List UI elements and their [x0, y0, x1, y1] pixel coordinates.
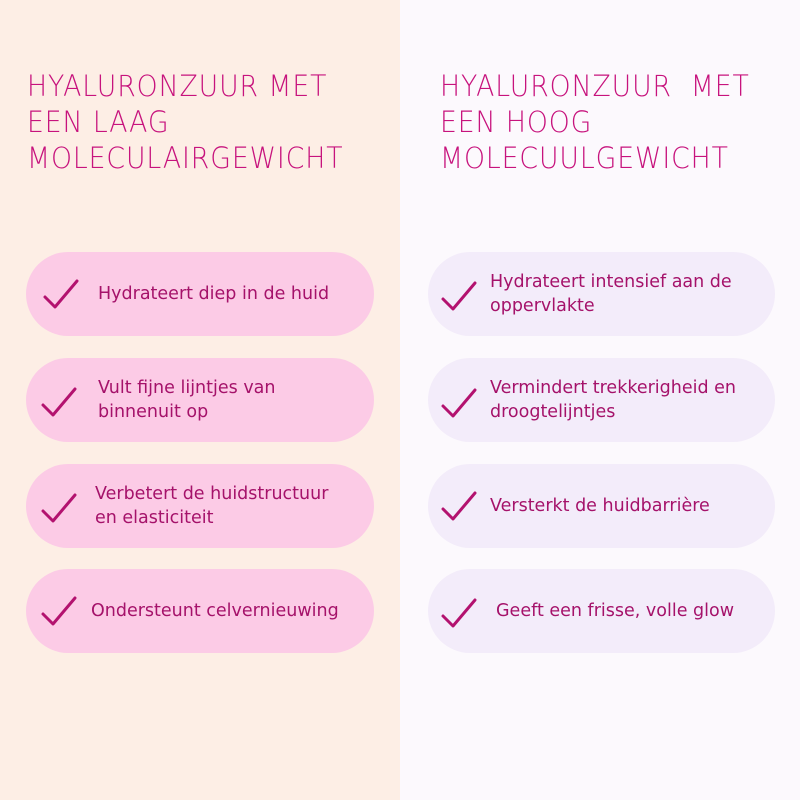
benefit-line: Vult fijne lijntjes van: [98, 378, 276, 398]
benefit-text: [95, 482, 328, 530]
heading-line: HYALURONZUUR MET: [440, 69, 750, 103]
check-icon: [440, 489, 478, 523]
benefit-pill: [428, 464, 775, 548]
check-icon: [40, 594, 78, 628]
benefit-line: Geeft een frisse, volle glow: [496, 601, 735, 621]
benefit-text: [490, 494, 710, 518]
benefit-text: [490, 376, 736, 424]
benefit-line: Versterkt de huidbarrière: [490, 496, 710, 516]
benefit-pill: [428, 358, 775, 442]
high-molecular-weight-column: [400, 0, 800, 800]
low-molecular-weight-heading: [27, 68, 343, 176]
check-icon: [40, 491, 78, 525]
benefit-line: Ondersteunt celvernieuwing: [91, 601, 339, 621]
benefit-text: [490, 270, 732, 318]
benefit-line: Vermindert trekkerigheid en: [490, 378, 737, 398]
high-molecular-weight-heading: [440, 68, 750, 176]
benefit-line: Hydrateert intensief aan de: [490, 272, 732, 292]
benefit-text: [496, 599, 734, 623]
heading-line: EEN HOOG: [440, 105, 593, 139]
benefit-pill: [26, 569, 374, 653]
benefit-text: [91, 599, 339, 623]
check-icon: [42, 277, 80, 311]
heading-line: EEN LAAG: [27, 105, 170, 139]
benefit-line: Hydrateert diep in de huid: [98, 284, 330, 304]
benefit-pill: [26, 252, 374, 336]
heading-line: MOLECULAIRGEWICHT: [27, 141, 344, 175]
benefit-text: [98, 376, 276, 424]
benefit-line: droogtelijntjes: [490, 402, 616, 422]
benefit-line: Verbetert de huidstructuur: [95, 484, 329, 504]
check-icon: [440, 596, 478, 630]
benefit-pill: [428, 569, 775, 653]
check-icon: [440, 386, 478, 420]
benefit-pill: [26, 358, 374, 442]
heading-line: HYALURONZUUR MET: [27, 69, 328, 103]
benefit-pill: [428, 252, 775, 336]
check-icon: [440, 279, 478, 313]
benefit-line: en elasticiteit: [95, 508, 214, 528]
benefit-pill: [26, 464, 374, 548]
benefit-text: [98, 282, 329, 306]
benefit-line: oppervlakte: [490, 296, 595, 316]
benefit-line: binnenuit op: [98, 402, 209, 422]
heading-line: MOLECUULGEWICHT: [440, 141, 729, 175]
check-icon: [40, 385, 78, 419]
